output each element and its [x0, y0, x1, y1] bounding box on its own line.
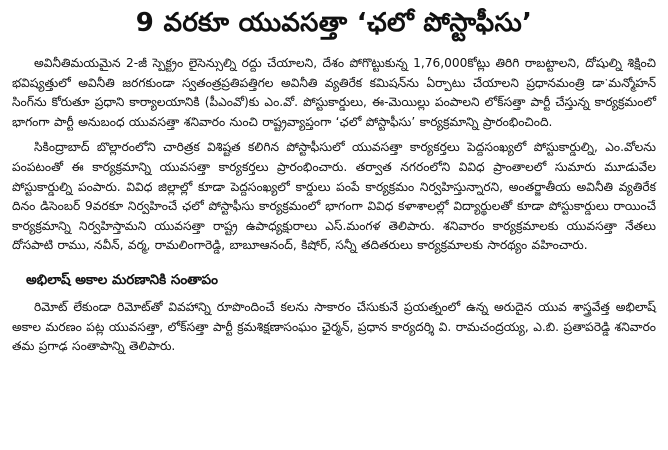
- article-subheading: అభిలాష్ అకాల మరణానికి సంతాపం: [26, 271, 218, 288]
- article-paragraph-2: సికింద్రాబాద్ బొల్లారంలోని చారిత్రక విశిష్టత కలిగిన పోస్టాఫీసులో యువసత్తా కార్యకర్తలు పెద్దసంఖ్యలో పోస్టుకార్డుల్ని, ఎం.వోలను పంపటంతో ఈ కార్యక్రమాన్ని యువసత్తా కార్యకర్తలు ప్రారంభించారు. తర్వాత నగరంలోని వివిధ ప్రాంతాలలో సుమారు మూడువేల పోస్టుకార్డుల్ని పంపారు. వివిధ జిల్లాల్లో కూడా పెద్దసంఖ్యలో కార్డులు పంపే కార్యక్రమం నిర్వహిస్తున్నారని, అంతర్జాతీయ అవినీతి వ్యతిరేక దినం డిసెంబర్ 9వరకూ నిర్వహించే ఛలో పోస్టాఫీసు కార్యక్రమంలో భాగంగా వివిధ కళాశాలల్లో విద్యార్థులతో కూడా పోస్టుకార్డులు రాయించే కార్యక్రమాన్ని నిర్వహిస్తామని యువసత్తా రాష్ట్ర ఉపాధ్యక్షురాలు ఎస్.మంగళ తెలిపారు. శనివారం కార్యక్రమాలకు యువసత్తా నేతలు దోసపాటి రాము, నవీన్, వర్మ, రామలింగారెడ్డి, బాబూఆనంద్, కిషోర్, సన్నీ తదితరులు కార్యక్రమాలకు సారథ్యం వహించారు.: [12, 140, 656, 253]
- article-paragraph-3: రిమోట్ లేకుండా రిమోట్‌తో వివహాన్ని రూపొందించే కలను సాకారం చేసుకునే ప్రయత్నంలో ఉన్న అరుదైన యువ శాస్త్రవేత్త అభిలాష్ అకాల మరణం పట్ల యువసత్తా, లోక్‌సత్తా పార్టీ క్రమశిక్షణాసంఘం ఛైర్మన్, ప్రధాన కార్యదర్శి వి. రామచంద్రయ్య, ఎ.బి. ప్రతాపరెడ్డి శనివారం తమ ప్రగాఢ సంతాపాన్ని తెలిపారు.: [12, 299, 656, 354]
- article-paragraph-1: అవినీతిమయమైన 2-జీ స్పెక్ట్రం లైసెన్సుల్ని రద్దు చేయాలని, దేశం పోగొట్టుకున్న 1,76,000కోట్లు తిరిగి రాబట్టాలని, దోషుల్ని శిక్షించి భవిష్యత్తులో అవినీతి జరగకుండా స్వతంత్రప్రతిపత్తిగల అవినీతి వ్యతిరేక కమిషన్‌ను ఏర్పాటు చేయాలని ప్రధానమంత్రి డాॱమన్మోహన్ సింగ్‌ను కోరుతూ ప్రధాని కార్యాలయానికి (పీఎంవో)కు ఎం.వో. పోస్టుకార్డులు, ఈ-మెయిల్లు పంపాలని లోక్‌సత్తా పార్టీ చేస్తున్న కార్యక్రమంలో భాగంగా పార్టీ అనుబంధ యువసత్తా శనివారం నుంచి రాష్ట్రవ్యాప్తంగా ‘ఛలో పోస్టాఫీసు’ కార్యక్రమాన్ని ప్రారంభించింది.: [12, 56, 656, 129]
- article-headline: 9 వరకూ యువసత్తా ‘ఛలో పోస్టాఫీసు’: [135, 8, 533, 38]
